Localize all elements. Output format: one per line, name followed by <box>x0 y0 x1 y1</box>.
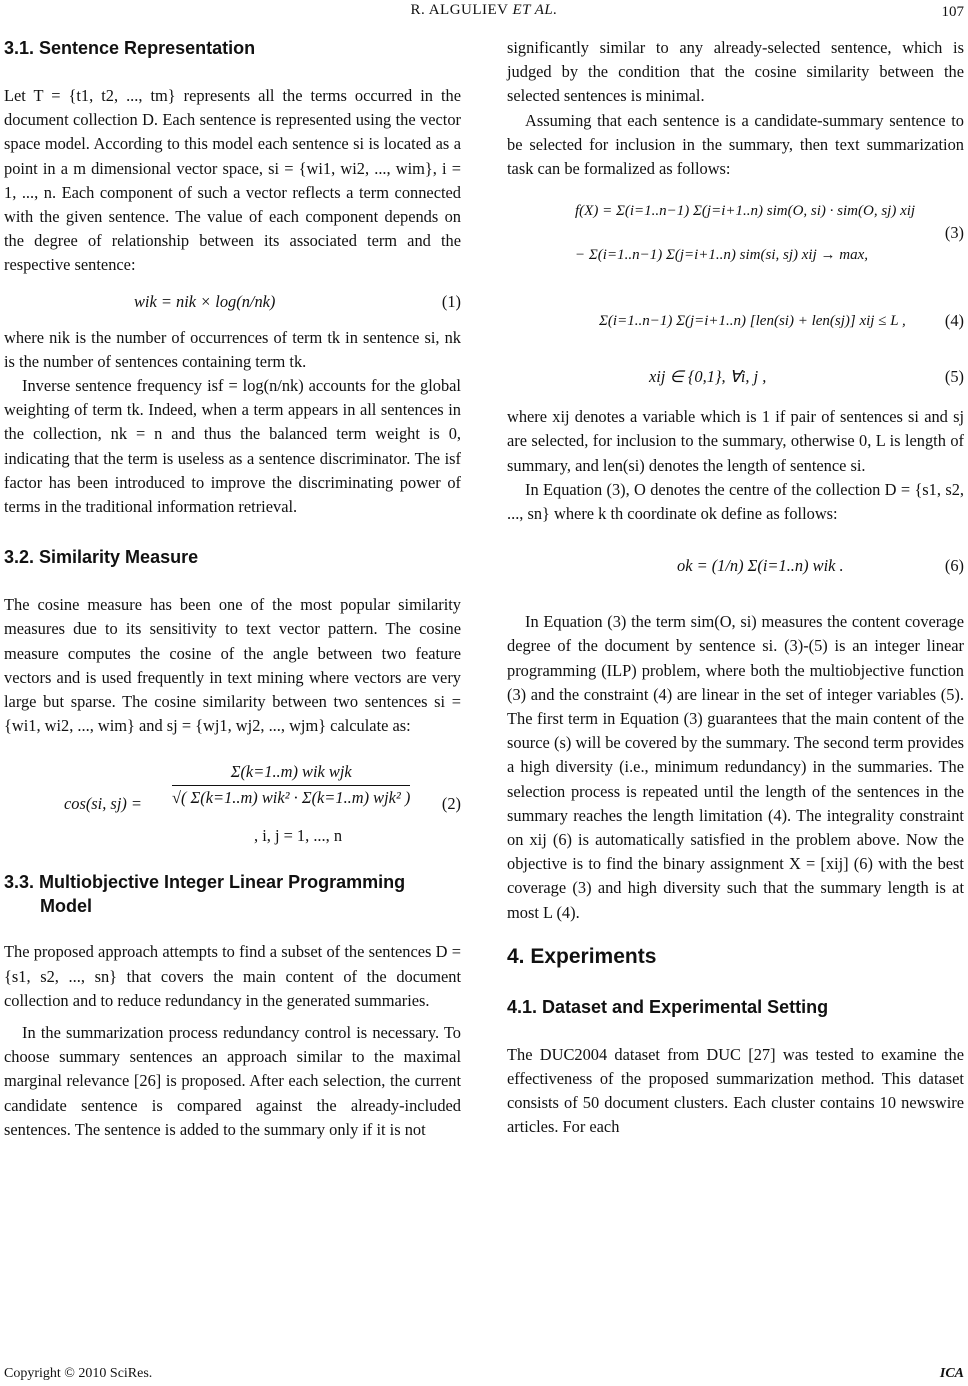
equation-3-line-1: f(X) = Σ(i=1..n−1) Σ(j=i+1..n) sim(O, si) · sim(O, sj) xij <box>575 203 916 220</box>
left-column <box>4 36 461 1142</box>
section-3-2-title: 3.2. Similarity Measure <box>4 547 199 568</box>
page-number: 107 <box>941 4 964 20</box>
page-header <box>0 2 968 26</box>
s31-paragraph-1: Let T = {t1, t2, ..., tm} represents all the terms occurred in the document collection D. Each sentence is represented using the vector space model. According to this model each sentence si is located as a point in a m dimensional vector space, si = {wi1, wi2, ..., wim}, i = 1, ..., n. Each component of such a vector reflects a term connected with the given sentence. The value of each component depends on the degree of relationship between its associated term and the respective sentence: <box>4 86 461 275</box>
header-et-al: ET AL. <box>512 2 558 18</box>
right-paragraph-3: where xij denotes a variable which is 1 if pair of sentences si and sj are selected, for inclusion to the summary, otherwise 0, L is length of summary, and len(si) denotes the length of sentence si. <box>507 407 964 475</box>
header-authors: R. ALGULIEV <box>410 2 509 18</box>
s32-paragraph-1: The cosine measure has been one of the most popular similarity measures due to its sensitivity to text vector pattern. The cosine measure computes the cosine of the angle between two feature vectors and is used frequently in text mining where vectors are very large but sparse. The cosine similarity between two sentences si = {wi1, wi2, ..., wim} and sj = {wj1, wj2, ..., wjm} calculate as: <box>4 595 461 736</box>
equation-2-fraction <box>172 760 410 809</box>
right-paragraph-5: In Equation (3) the term sim(O, si) measures the content coverage degree of the document by sentence si. (3)-(5) is an integer linear programming (ILP) problem, where both the multiobjective function (3) and the constraint (4) are linear in the set of integer variables (5). The first term in Equation (3) guarantees that the main content of the source (s) will be covered by the summary. The second term provides a high diversity (i.e., minimum redundancy) in the summaries. The selection process is repeated until the length of the sentences in the summary reaches the length limitation (4). The integrality constraint on xij (6) is automatically satisfied in the problem above. Now the objective is to find the binary assignment X = [xij] (6) with the best coverage (3) and high diversity such that the summary length is at most L (4). <box>507 612 964 922</box>
s31-paragraph-2: where nik is the number of occurrences of term tk in sentence si, nk is the number of sentences containing term tk. <box>4 327 461 371</box>
equation-2 <box>4 738 461 870</box>
equation-5-body: xij ∈ {0,1}, ∀i, j , <box>649 367 767 387</box>
equation-2-denominator: √( Σ(k=1..m) wik² · Σ(k=1..m) wjk² ) <box>172 787 411 807</box>
section-4-1-title: 4.1. Dataset and Experimental Setting <box>507 996 829 1017</box>
equation-6 <box>507 526 964 610</box>
equation-1-number: (1) <box>441 291 461 311</box>
right-paragraph-2: Assuming that each sentence is a candidate-summary sentence to be selected for inclusion in the summary, then text summarization task can be formalized as follows: <box>507 110 964 179</box>
equation-5 <box>507 357 964 405</box>
section-3-3-title-line-1: 3.3. Multiobjective Integer Linear Programming <box>4 872 406 893</box>
equation-4 <box>507 285 964 357</box>
equation-3 <box>507 181 964 285</box>
equation-6-number: (6) <box>944 556 964 576</box>
equation-2-lhs: cos(si, sj) = <box>64 794 142 814</box>
s33-paragraph-1: The proposed approach attempts to find a subset of the sentences D = {s1, s2, ..., sn} that covers the main content of the document collection and to reduce redundancy in the generated summaries. <box>4 942 461 1010</box>
section-3-1-title: 3.1. Sentence Representation <box>4 38 256 58</box>
equation-3-number: (3) <box>944 223 964 243</box>
equation-1-body: wik = nik × log(n/nk) <box>134 291 276 311</box>
running-title <box>0 2 968 19</box>
section-3-3-title <box>4 870 461 918</box>
equation-4-number: (4) <box>944 311 964 331</box>
equation-5-number: (5) <box>944 367 964 387</box>
section-4-title: 4. Experiments <box>507 944 657 968</box>
equation-2-number: (2) <box>441 794 461 814</box>
s31-paragraph-3: Inverse sentence frequency isf = log(n/nk) accounts for the global weighting of term tk. Indeed, when a term appears in all sentences in the collection, nk = n and thus the balanced term weight is 0, indicating that the term is useless as a sentence discriminator. The isf factor has been introduced to improve the discriminating power of terms in the traditional information retrieval. <box>4 376 461 517</box>
right-paragraph-6: The DUC2004 dataset from DUC [27] was tested to examine the effectiveness of the proposed summarization method. This dataset consists of 50 document clusters. Each cluster contains 10 newswire articles. For each <box>507 1044 964 1137</box>
right-paragraph-1: significantly similar to any already-selected sentence, which is judged by the condition that the cosine similarity between the selected sentences is minimal. <box>507 38 964 106</box>
right-column <box>507 36 964 1140</box>
equation-6-body: ok = (1/n) Σ(i=1..n) wik . <box>677 556 844 576</box>
equation-2-numerator: Σ(k=1..m) wik wjk <box>172 760 410 785</box>
journal-abbrev: ICA <box>939 1366 964 1381</box>
copyright-notice: Copyright © 2010 SciRes. <box>4 1366 153 1381</box>
equation-1 <box>4 278 461 326</box>
s33-paragraph-2: In the summarization process redundancy control is necessary. To choose summary sentences an approach similar to the maximal marginal relevance [26] is proposed. After each selection, the current candidate sentence is compared against the already-included sentences. The sentence is added to the summary only if it is not <box>4 1023 461 1139</box>
equation-3-line-2: − Σ(i=1..n−1) Σ(j=i+1..n) sim(si, sj) xij → max, <box>575 247 868 264</box>
equation-2-range: , i, j = 1, ..., n <box>254 826 343 846</box>
section-3-3-title-line-2: Model <box>40 896 92 917</box>
equation-4-body: Σ(i=1..n−1) Σ(j=i+1..n) [len(si) + len(sj)] xij ≤ L , <box>599 313 906 330</box>
right-paragraph-4: In Equation (3), O denotes the centre of the collection D = {s1, s2, ..., sn} where k th coordinate ok define as follows: <box>507 479 964 524</box>
